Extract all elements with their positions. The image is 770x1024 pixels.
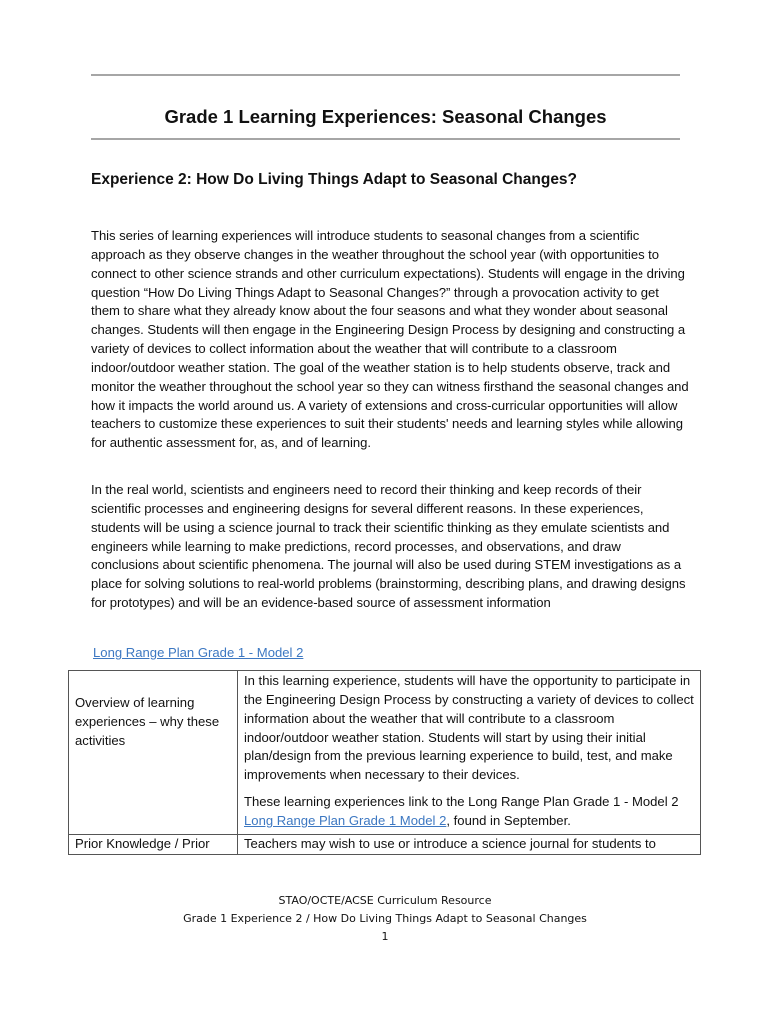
prior-knowledge-label-cell <box>69 834 238 854</box>
prior-knowledge-label: Prior Knowledge / Prior <box>75 835 210 851</box>
journal-paragraph: In the real world, scientists and engineers need to record their thinking and keep records of their scientific processes and engineering designs for several different reasons. In these experiences, students will be using a science journal to track their scientific thinking as they emulate scientists and engineers while learning to make predictions, record processes, and observations, and draw conclusions about scientific phenomena. The journal will also be used during STEM investigations as a place for solving solutions to real-world problems (brainstorming, describing plans, and drawing designs for prototypes) and will be an evidence-based source of assessment information <box>91 482 686 611</box>
overview-link-suffix: , found in September. <box>446 812 571 828</box>
page-number: 1 <box>381 930 389 943</box>
table-row <box>69 834 701 854</box>
title-divider <box>91 138 680 140</box>
overview-link-prefix: These learning experiences link to the Long Range Plan Grade 1 - Model 2 <box>244 794 679 810</box>
overview-label-cell <box>69 671 238 835</box>
top-divider <box>91 74 680 76</box>
prior-knowledge-content-cell <box>238 834 701 854</box>
overview-text: In this learning experience, students will have the opportunity to participate in the Engineering Design Process by constructing a variety of devices to collect information about the weather that will contribute to a classroom indoor/outdoor weather station. Students will start by using their initial plan/design from the previous learning experience to build, test, and make improvements when necessary to their devices. <box>244 673 694 783</box>
overview-content-cell <box>238 671 701 835</box>
table-row <box>69 671 701 835</box>
footer-organization: STAO/OCTE/ACSE Curriculum Resource <box>278 894 492 907</box>
experience-heading: Experience 2: How Do Living Things Adapt to Seasonal Changes? <box>91 171 578 188</box>
overview-link-text <box>244 793 694 831</box>
overview-label: Overview of learning experiences – why these activities <box>75 695 220 748</box>
prior-knowledge-text: Teachers may wish to use or introduce a science journal for students to <box>244 835 656 851</box>
intro-paragraph: This series of learning experiences will introduce students to seasonal changes from a scientific approach as they observe changes in the weather throughout the school year (with opportunities to connect to other science strands and other curriculum expectations). Students will engage in the driving question “How Do Living Things Adapt to Seasonal Changes?” through a provocation activity to get them to share what they already know about the four seasons and what they wonder about seasonal changes. Students will then engage in the Engineering Design Process by designing and constructing a variety of devices to collect information about the weather that will contribute to a classroom indoor/outdoor weather station. The goal of the weather station is to help students observe, track and monitor the weather throughout the school year so they can witness firsthand the seasonal changes and how it impacts the world around us. A variety of extensions and cross-curricular opportunities will allow teachers to customize these experiences to suit their students' needs and learning styles while allowing for authentic assessment for, as, and of learning. <box>91 228 689 451</box>
document-title: Grade 1 Learning Experiences: Seasonal Changes <box>164 106 607 127</box>
long-range-plan-inline-link[interactable]: Long Range Plan Grade 1 Model 2 <box>244 812 447 828</box>
long-range-plan-link[interactable]: Long Range Plan Grade 1 - Model 2 <box>93 645 304 660</box>
page-footer <box>0 892 770 946</box>
footer-document-name: Grade 1 Experience 2 / How Do Living Things Adapt to Seasonal Changes <box>183 912 587 925</box>
learning-experience-table <box>68 670 701 855</box>
